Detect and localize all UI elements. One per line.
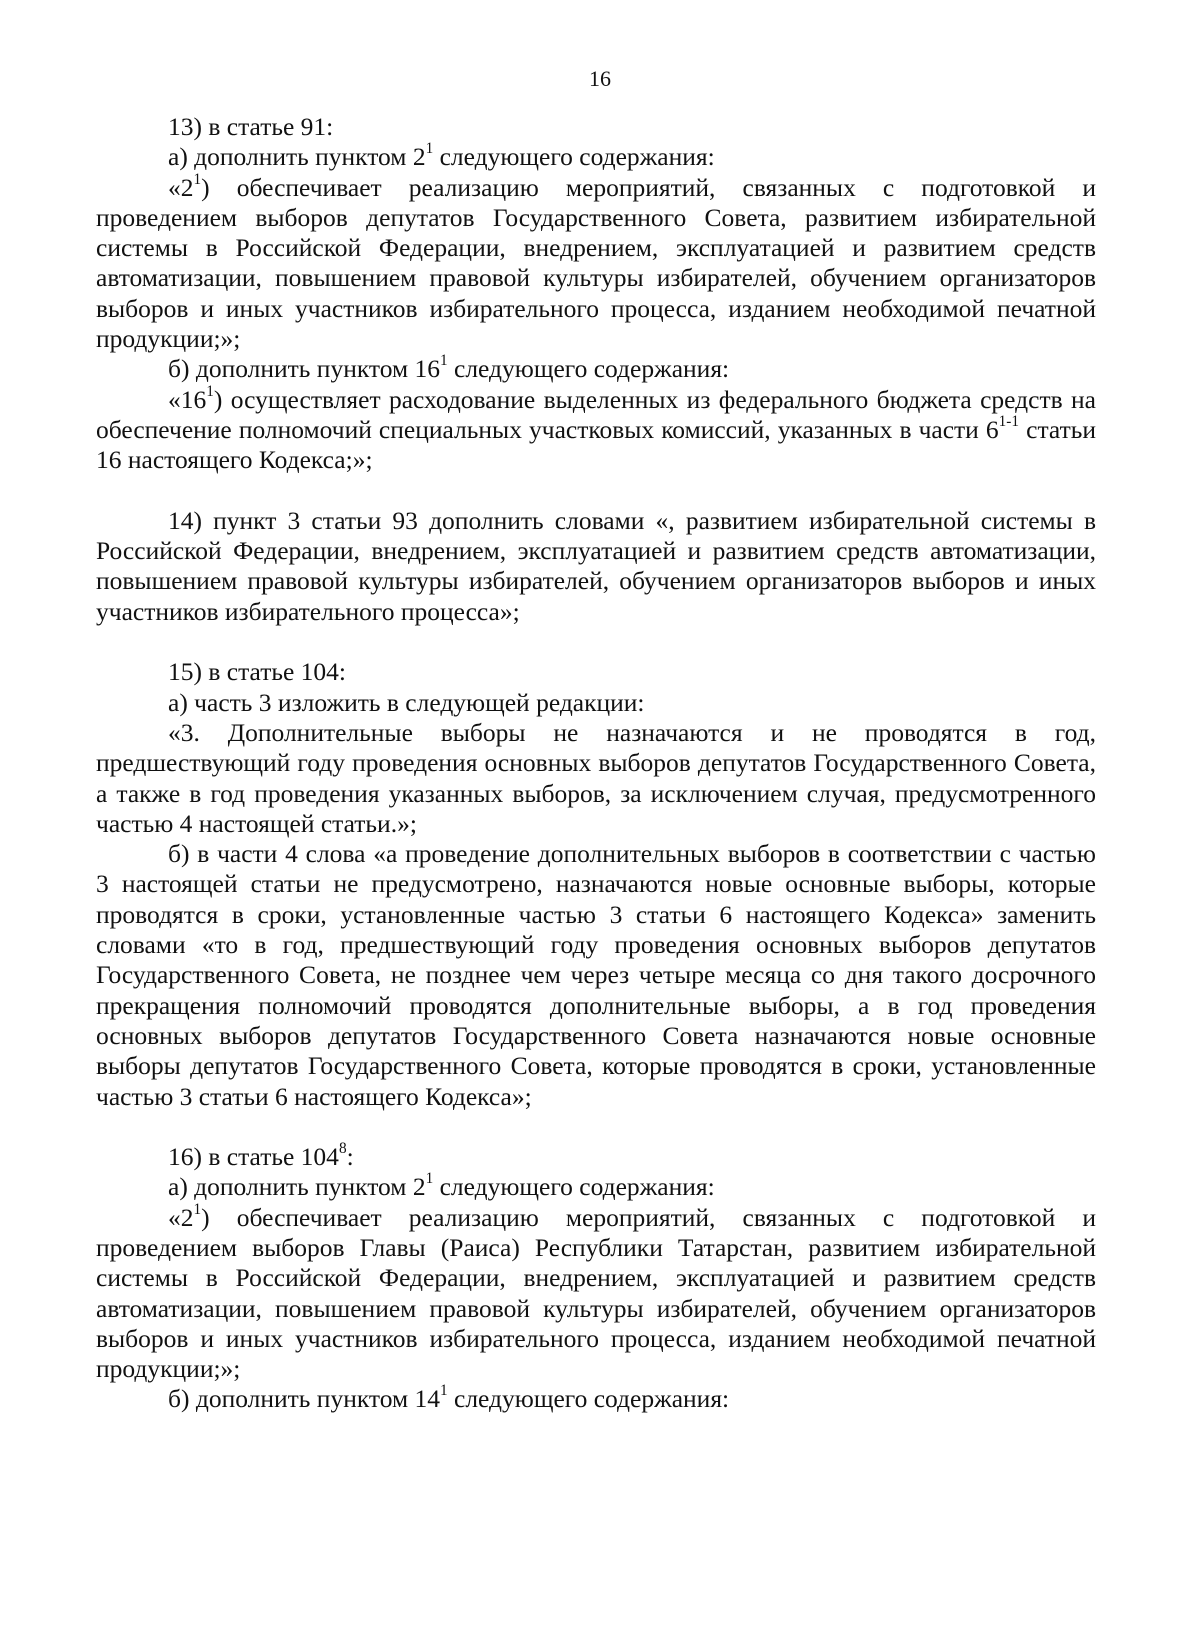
paragraph [96, 112, 1096, 142]
paragraph [96, 1139, 1096, 1172]
text-run: «2 [168, 172, 194, 202]
paragraph [96, 839, 1096, 1112]
paragraph [96, 142, 1096, 172]
text-run: : [346, 1142, 354, 1172]
text-run: следующего содержания: [433, 142, 715, 172]
text-run: 16) в статье 104 [168, 1142, 339, 1172]
paragraph-spacer [96, 1112, 1096, 1142]
document-body [96, 112, 1096, 1415]
text-run: ) обеспечивает реализацию мероприятий, связанных с подготовкой и проведением выборов депутатов Государственного Совета, развитием избирательной системы в Российской Федерации, внедрением, эксплуатацией и развитием средств автоматизации, повышением правовой культуры избирателей, обучением организаторов выборов и иных участников избирательного процесса, изданием необходимой печатной продукции;»; [96, 172, 1096, 354]
text-run: а) дополнить пунктом 2 [168, 1172, 426, 1202]
paragraph [96, 1200, 1096, 1385]
text-run: б) дополнить пунктом 14 [168, 1384, 440, 1414]
paragraph [96, 354, 1096, 384]
superscript: 1 [439, 352, 448, 370]
paragraph [96, 718, 1096, 839]
text-run: статьи 16 настоящего Кодекса;»; [96, 414, 1096, 475]
paragraph [96, 1384, 1096, 1414]
paragraph-spacer [96, 476, 1096, 506]
superscript: 1 [439, 1382, 448, 1400]
text-run: 15) в статье 104: [168, 657, 347, 687]
paragraph [96, 688, 1096, 718]
text-run: а) часть 3 изложить в следующей редакции: [168, 687, 645, 717]
text-run: б) дополнить пунктом 16 [168, 354, 440, 384]
paragraph [96, 1172, 1096, 1202]
text-run: следующего содержания: [433, 1172, 715, 1202]
superscript: 1 [193, 170, 202, 188]
text-run: ) обеспечивает реализацию мероприятий, связанных с подготовкой и проведением выборов Главы (Раиса) Республики Татарстан, развитием избирательной системы в Российской Федерации, внедрением, эксплуатацией и развитием средств автоматизации, повышением правовой культуры избирателей, обучением организаторов выборов и иных участников избирательного процесса, изданием необходимой печатной продукции;»; [96, 1202, 1096, 1384]
text-run: ) осуществляет расходование выделенных из федерального бюджета средств на обеспечение полномочий специальных участковых комиссий, указанных в части 6 [96, 384, 1096, 444]
page-number: 16 [589, 66, 611, 91]
paragraph [96, 506, 1096, 627]
text-run: «2 [168, 1202, 194, 1232]
superscript: 8 [338, 1139, 347, 1157]
text-run: 14) пункт 3 статьи 93 дополнить словами «, развитием избирательной системы в Российской Федерации, внедрением, эксплуатацией и развитием средств автоматизации, повышением правовой культуры избирателей, обучением организаторов выборов и иных участников избирательного процесса»; [96, 505, 1096, 626]
superscript: 1 [206, 382, 214, 400]
text-run: следующего содержания: [447, 354, 730, 384]
text-run: а) дополнить пунктом 2 [168, 142, 426, 172]
paragraph [96, 170, 1096, 355]
text-run: б) в части 4 слова «а проведение дополнительных выборов в соответствии с частью 3 настоящей статьи не предусмотрено, назначаются новые основные выборы, которые проводятся в сроки, установленные частью 3 статьи 6 настоящего Кодекса» заменить словами «то в год, предшествующий году проведения основных выборов депутатов Государственного Совета, не позднее чем через четыре месяца со дня такого досрочного прекращения полномочий проводятся дополнительные выборы, а в год проведения основных выборов депутатов Государственного Совета назначаются новые основные выборы депутатов Государственного Совета, которые проводятся в сроки, установленные частью 3 статьи 6 настоящего Кодекса»; [96, 839, 1096, 1111]
text-run: 13) в статье 91: [168, 112, 334, 141]
superscript: 1-1 [998, 412, 1020, 430]
paragraph [96, 382, 1096, 476]
text-run: следующего содержания: [447, 1384, 730, 1414]
paragraph-spacer [96, 627, 1096, 657]
text-run: «16 [168, 384, 207, 414]
superscript: 1 [193, 1200, 202, 1218]
text-run: «3. Дополнительные выборы не назначаются и не проводятся в год, предшествующий году проведения основных выборов депутатов Государственного Совета, а также в год проведения указанных выборов, за исключением случая, предусмотренного частью 4 настоящей статьи.»; [96, 717, 1096, 838]
paragraph [96, 657, 1096, 687]
superscript: 1 [425, 1170, 434, 1188]
superscript: 1 [425, 140, 434, 158]
